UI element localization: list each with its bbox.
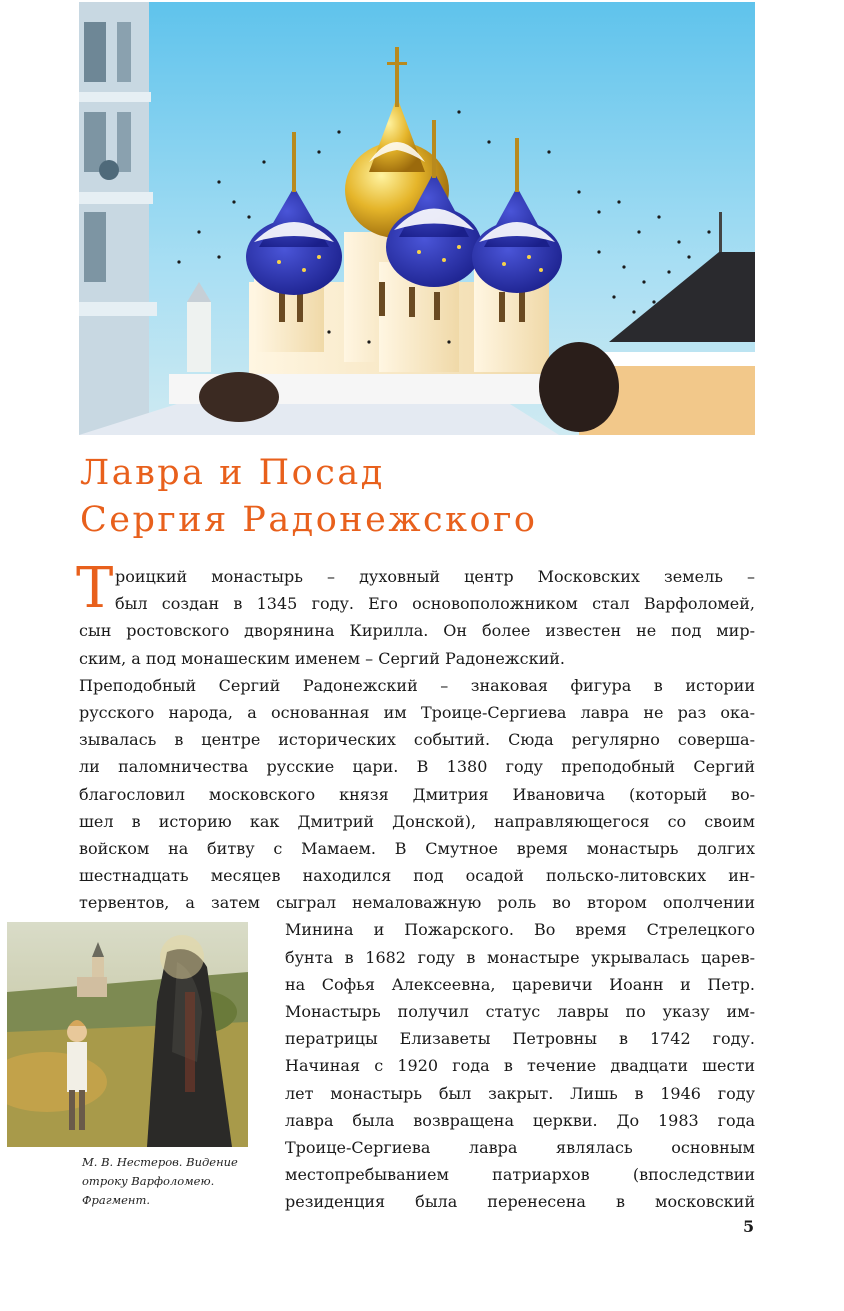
text-line: русского народа, а основанная им Троице-Сергиева лавра не раз ока- bbox=[79, 702, 755, 722]
text-line: Преподобный Сергий Радонежский – знаковая фигура в истории bbox=[79, 675, 755, 695]
text-line: войском на битву с Мамаем. В Смутное время монастырь долгих bbox=[79, 838, 755, 858]
text-line: ским, а под монашеским именем – Сергий Радонежский. bbox=[79, 648, 565, 668]
page-title bbox=[80, 450, 538, 544]
text-line: был создан в 1345 году. Его основоположником стал Варфоломей, bbox=[115, 594, 755, 614]
caption-line: отроку Варфоломею. bbox=[82, 1174, 215, 1188]
text-line: ли паломничества русские цари. В 1380 году преподобный Сергий bbox=[79, 757, 755, 777]
text-line: на Софья Алексеевна, царевичи Иоанн и Петр. bbox=[285, 974, 755, 994]
text-line: бунта в 1682 году в монастыре укрывалась царев- bbox=[285, 947, 755, 967]
text-line: Начиная с 1920 года в течение двадцати шести bbox=[285, 1056, 755, 1076]
caption-line: М. В. Нестеров. Видение bbox=[82, 1155, 238, 1169]
title-line-2: Сергия Радонежского bbox=[80, 500, 538, 540]
cathedral-photo bbox=[79, 2, 755, 435]
text-line: зывалась в центре исторических событий. Сюда регулярно соверша- bbox=[79, 730, 755, 750]
text-line: сын ростовского дворянина Кирилла. Он более известен не под мир- bbox=[79, 621, 755, 641]
text-line: лет монастырь был закрыт. Лишь в 1946 году bbox=[285, 1083, 755, 1103]
text-line: благословил московского князя Дмитрия Ивановича (который во- bbox=[79, 784, 755, 804]
text-line: Минина и Пожарского. Во время Стрелецкого bbox=[285, 920, 755, 940]
text-line: шел в историю как Дмитрий Донской), направляющегося со своим bbox=[79, 811, 755, 831]
caption-line: Фрагмент. bbox=[82, 1193, 151, 1207]
painting-caption bbox=[82, 1153, 262, 1210]
text-line: тервентов, а затем сыграл немаловажную роль во втором ополчении bbox=[79, 893, 755, 913]
text-line: шестнадцать месяцев находился под осадой польско-литовских ин- bbox=[79, 866, 755, 886]
text-line: Монастырь получил статус лавры по указу им- bbox=[285, 1002, 755, 1021]
text-line: Троице-Сергиева лавра являлась основным bbox=[285, 1137, 755, 1157]
text-line: лавра была возвращена церкви. До 1983 года bbox=[285, 1110, 755, 1130]
text-line: роицкий монастырь – духовный центр Московских земель – bbox=[115, 567, 755, 586]
text-line: резиденция была перенесена в московский bbox=[285, 1192, 755, 1212]
nesterov-painting bbox=[7, 922, 248, 1147]
drop-cap: Т bbox=[76, 556, 114, 621]
text-line: местопребыванием патриархов (впоследствии bbox=[285, 1165, 755, 1185]
title-line-1: Лавра и Посад bbox=[80, 453, 385, 493]
page-number: 5 bbox=[743, 1217, 755, 1236]
text-line: ператрицы Елизаветы Петровны в 1742 году. bbox=[285, 1029, 755, 1049]
